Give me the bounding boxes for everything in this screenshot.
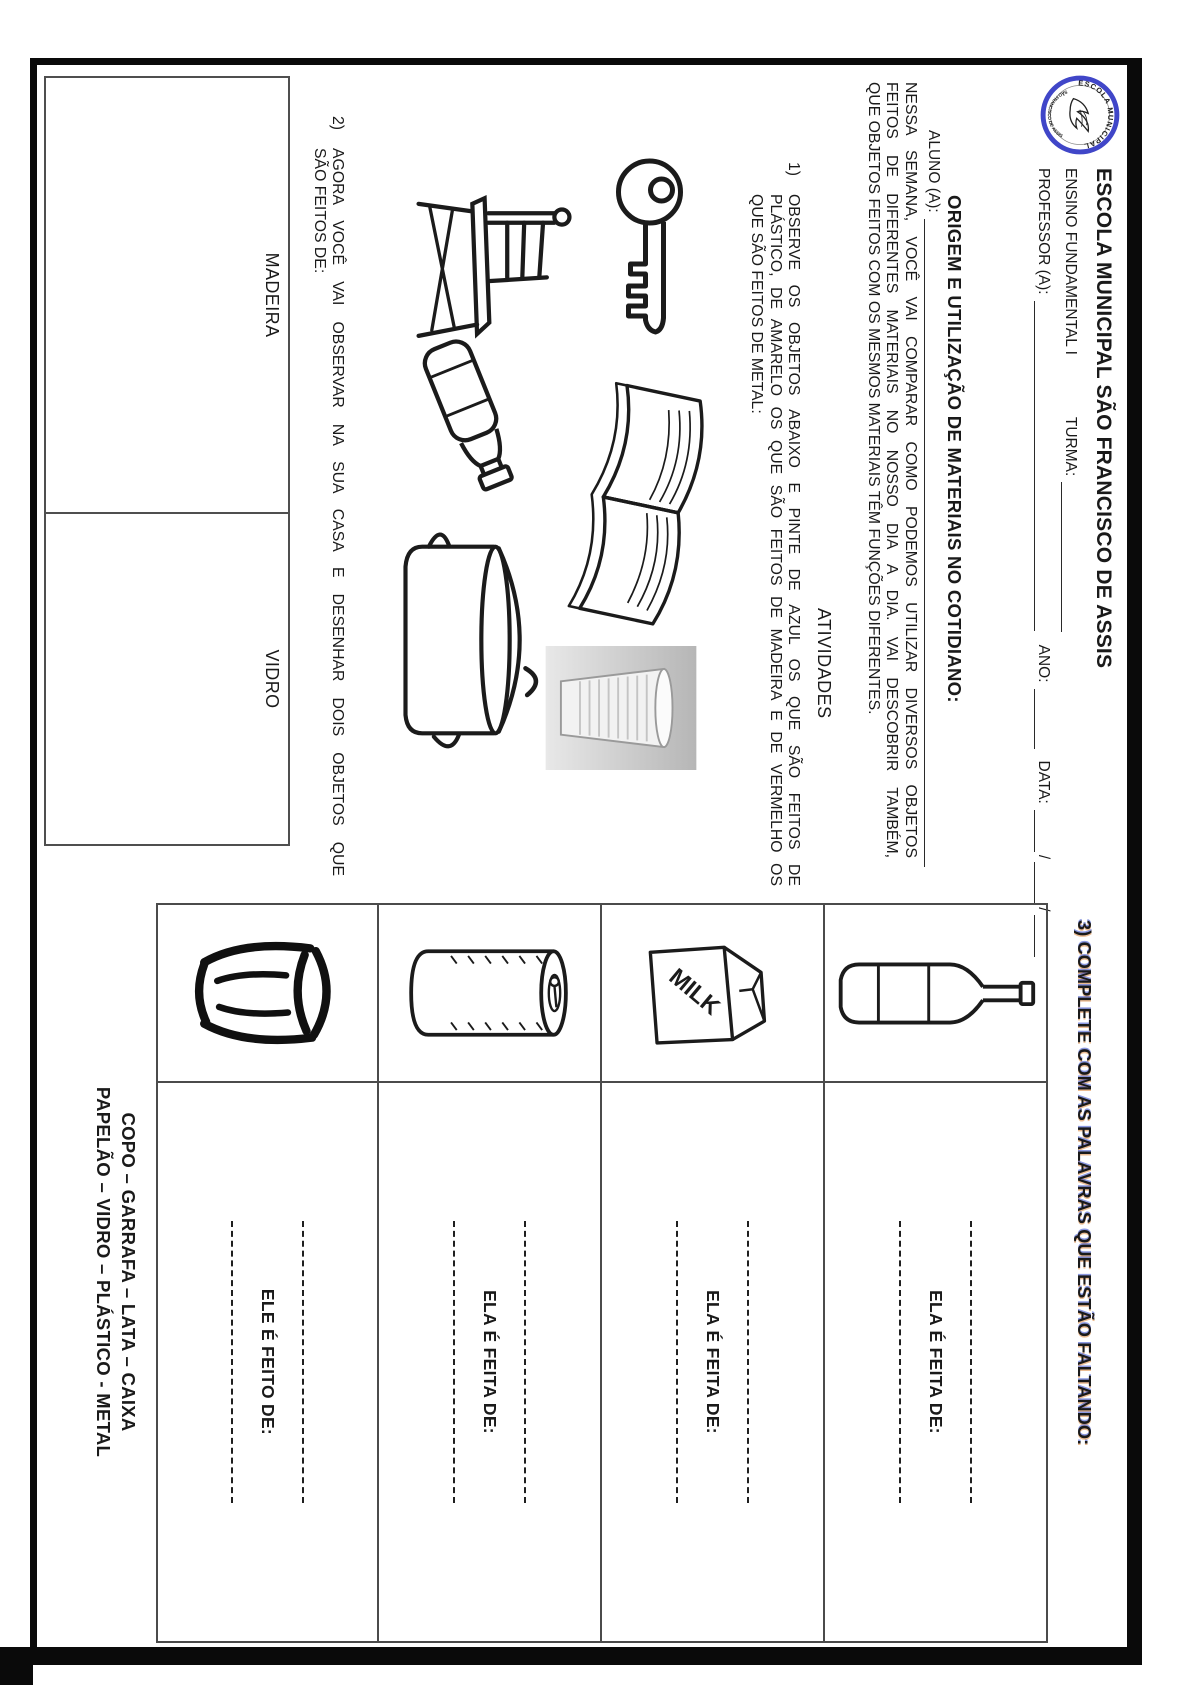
school-logo (1039, 74, 1121, 156)
data-slash-1: / (1035, 854, 1052, 860)
table-row-milk-carton (600, 905, 823, 1641)
turma-label: TURMA: (1062, 416, 1079, 477)
madeira-label: MADEIRA (262, 252, 282, 338)
word-bank-line-1: COPO – GARRAFA – LATA – CAIXA (118, 1112, 139, 1432)
professor-blank (1034, 301, 1047, 631)
school-seal-icon (1039, 74, 1121, 156)
drawing-box-madeira (46, 78, 288, 514)
activity-3-title: 3) COMPLETE COM AS PALAVRAS QUE ESTÃO FALTANDO: (1074, 920, 1094, 1446)
glass-bottle-icon (841, 964, 1034, 1022)
answer-blank-bottom (231, 1221, 233, 1503)
activity-3-table (156, 903, 1048, 1643)
activity-1-line-2: PLÁSTICO, DE AMARELO OS QUE SÃO FEITOS DE MADEIRA E DE VERMELHO OS (766, 194, 784, 886)
answer-blank-bottom (453, 1221, 455, 1503)
milk-answer-cell (602, 1083, 823, 1641)
milk-carton-icon (651, 947, 765, 1043)
word-bank-line-2: PAPELÃO – VIDRO – PLÁSTICO - METAL (93, 1086, 114, 1458)
answer-blank-top (524, 1221, 526, 1503)
aluno-blank (924, 219, 937, 867)
can-answer-cell (379, 1083, 600, 1641)
data-blank-day (1034, 810, 1047, 852)
activity-1-line-1: OBSERVE OS OBJETOS ABAIXO E PINTE DE AZUL OS QUE SÃO FEITOS DE (785, 194, 802, 886)
cup-cell (158, 905, 377, 1083)
glass-bottle-cell (825, 905, 1046, 1083)
wooden-chair-icon (419, 198, 570, 336)
logo-arc-bottom-text: SÃO FRANCISCO DE ASSIS (1046, 89, 1069, 139)
word-bank (91, 900, 141, 1644)
metal-can-icon (412, 951, 567, 1035)
header-line-2 (1061, 168, 1079, 632)
ano-label: ANO: (1035, 644, 1052, 683)
activity-2-number: 2) (329, 116, 346, 131)
intro-line-2: FEITOS DE DIFERENTES MATERIAIS NO NOSSO DIA A DIA. VAI DESCOBRIR TAMBÉM, (883, 82, 901, 858)
book-image (553, 368, 721, 640)
aluno-label: ALUNO (A): (925, 130, 942, 213)
activity-2-line-2: SÃO FEITOS DE: (310, 148, 328, 274)
open-book-icon (568, 383, 711, 626)
vidro-label: VIDRO (262, 649, 282, 709)
data-slash-2: / (1035, 907, 1052, 912)
bottle-image (405, 322, 551, 522)
logo-arc-top-text: ESCOLA MUNICIPAL (1077, 78, 1116, 152)
row-label: ELA É FEITA DE: (480, 1290, 500, 1434)
intro-line-1: NESSA SEMANA, VOCÊ VAI COMPARAR COMO PODEMOS UTILIZAR DIVERSOS OBJETOS (902, 82, 919, 858)
cooking-pot-icon (406, 535, 536, 747)
answer-blank-top (302, 1221, 304, 1503)
drinking-cup-icon (200, 946, 327, 1040)
cup-answer-cell (158, 1083, 377, 1641)
bottle-answer-cell (825, 1083, 1046, 1641)
activity-2 (309, 116, 346, 876)
can-cell (379, 905, 600, 1083)
intro-paragraph (863, 82, 919, 858)
row-label: ELA É FEITA DE: (926, 1290, 946, 1434)
row-label: ELA É FEITA DE: (703, 1290, 723, 1434)
milk-text: MILK (664, 963, 726, 1021)
intro-line-3: QUE OBJETOS FEITOS COM OS MESMOS MATERIAIS TÊM FUNÇÕES DIFERENTES. (864, 82, 882, 715)
header-line-3 (1034, 168, 1052, 957)
scan-corner-artifact (0, 1656, 33, 1685)
ano-blank (1034, 689, 1047, 749)
plastic-cup-photo (545, 646, 697, 770)
row-label: ELE É FEITO DE: (258, 1288, 278, 1436)
aluno-row (924, 130, 942, 867)
table-row-can (377, 905, 600, 1641)
table-row-bottle (823, 905, 1046, 1641)
drawing-boxes (44, 76, 290, 846)
professor-label: PROFESSOR (A): (1035, 168, 1052, 295)
activity-1 (747, 162, 802, 886)
key-image (577, 150, 715, 340)
turma-blank (1061, 482, 1074, 632)
plastic-bottle-icon (420, 337, 520, 493)
document-title: ORIGEM E UTILIZAÇÃO DE MATERIAIS NO COTIDIANO: (944, 195, 965, 703)
answer-blank-top (970, 1221, 972, 1503)
key-icon (619, 161, 681, 332)
milk-carton-cell (602, 905, 823, 1083)
data-label: DATA: (1035, 760, 1052, 804)
activity-1-number: 1) (785, 162, 802, 177)
activity-1-line-3: QUE SÃO FEITOS DE METAL: (748, 194, 766, 414)
activity-2-line-1: AGORA VOCÊ VAI OBSERVAR NA SUA CASA E DESENHAR DOIS OBJETOS QUE (329, 148, 346, 876)
page-frame-right-bar (0, 1647, 1142, 1665)
answer-blank-bottom (676, 1221, 678, 1503)
plastic-cup-icon (546, 646, 697, 770)
school-name: ESCOLA MUNICIPAL SÃO FRANCISCO DE ASSIS (1092, 168, 1115, 669)
pot-image (373, 515, 563, 765)
answer-blank-bottom (899, 1221, 901, 1503)
activities-heading: ATIVIDADES (814, 608, 834, 719)
ensino-label: ENSINO FUNDAMENTAL I (1062, 168, 1079, 355)
table-row-cup (158, 905, 377, 1641)
drawing-box-vidro (46, 514, 288, 844)
data-blank-month (1034, 862, 1047, 904)
answer-blank-top (747, 1221, 749, 1503)
